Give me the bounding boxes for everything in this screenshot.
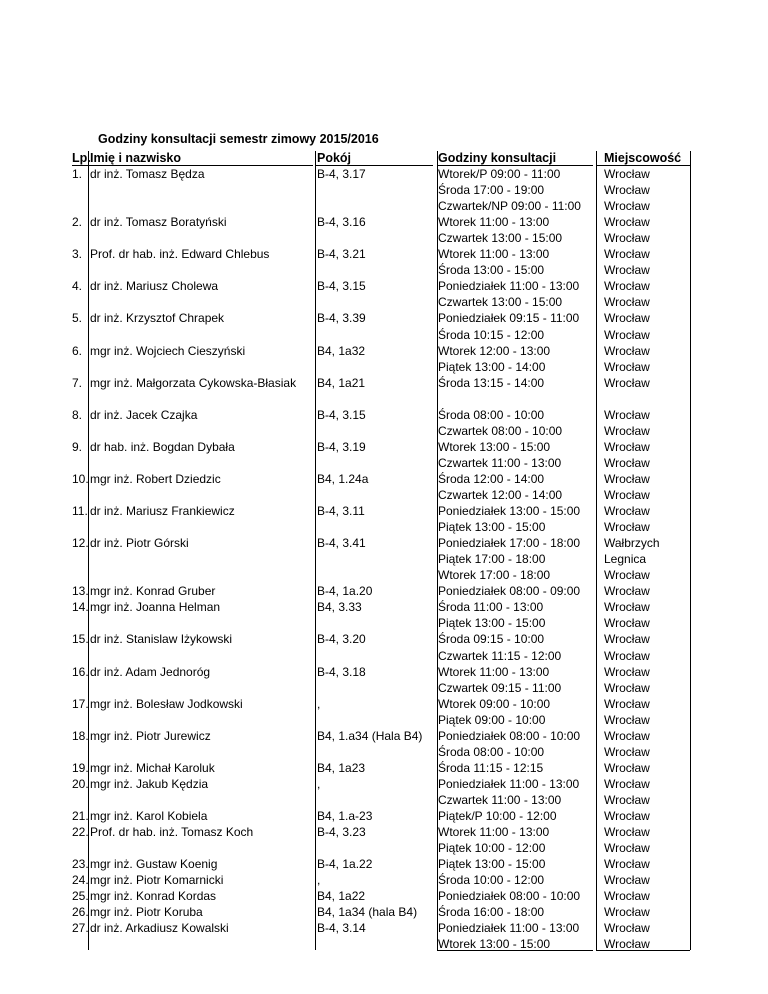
row-number: 18.	[72, 728, 89, 743]
row-number: 25.	[72, 889, 89, 904]
city: Wrocław	[604, 167, 650, 181]
room-number: B4, 3.33	[317, 600, 362, 615]
consultation-hours: Poniedziałek 17:00 - 18:00	[438, 536, 581, 551]
city: Wrocław	[604, 648, 650, 663]
row-number: 10.	[72, 471, 89, 486]
person-name: mgr inż. Piotr Komarnicki	[90, 873, 224, 888]
row-number: 11.	[72, 504, 88, 519]
room-number: B-4, 3.20	[317, 632, 366, 647]
room-number: B-4, 3.14	[317, 921, 366, 936]
city: Wrocław	[604, 600, 650, 615]
consultation-hours: Wtorek 12:00 - 13:00	[438, 343, 551, 358]
city: Wrocław	[604, 568, 650, 583]
room-number: B4, 1a21	[317, 375, 366, 390]
header-underline	[88, 165, 313, 166]
consultation-hours: Czwartek 11:00 - 13:00	[438, 792, 562, 807]
row-number: 26.	[72, 905, 89, 920]
person-name: mgr inż. Wojciech Cieszyński	[90, 343, 246, 358]
consultation-hours: Środa 08:00 - 10:00	[438, 407, 545, 422]
room-number: B-4, 3.18	[317, 664, 366, 679]
consultation-hours: Poniedziałek 08:00 - 09:00	[438, 584, 581, 599]
column-divider	[690, 151, 691, 950]
room-number: B-4, 3.21	[317, 247, 366, 262]
consultation-hours: Środa 09:15 - 10:00	[438, 632, 545, 647]
city: Wrocław	[604, 423, 650, 438]
city: Wrocław	[604, 905, 650, 920]
city: Wrocław	[604, 407, 650, 422]
consultation-hours: Środa 17:00 - 19:00	[438, 183, 545, 198]
consultation-hours: Środa 11:15 - 12:15	[438, 760, 544, 775]
document-title: Godziny konsultacji semestr zimowy 2015/2016	[98, 132, 379, 146]
room-number: B-4, 3.41	[317, 536, 366, 551]
person-name: mgr inż. Konrad Gruber	[90, 584, 216, 599]
city: Wrocław	[604, 279, 650, 294]
room-number: B-4, 1a.20	[317, 584, 373, 599]
room-number: ,	[317, 873, 321, 888]
consultation-hours: Piątek 13:00 - 15:00	[438, 520, 546, 535]
room-number: B4, 1.a-23	[317, 809, 373, 823]
header-underline	[437, 165, 593, 166]
consultation-hours: Poniedziałek 09:15 - 11:00	[438, 311, 580, 326]
consultation-hours: Czwartek 11:15 - 12:00	[438, 648, 562, 663]
consultation-hours: Czwartek/NP 09:00 - 11:00	[438, 199, 581, 214]
person-name: mgr inż. Gustaw Koenig	[90, 857, 218, 872]
consultation-hours: Środa 11:00 - 13:00	[438, 600, 544, 615]
room-number: ,	[317, 776, 321, 791]
row-number: 19.	[72, 760, 89, 775]
city: Wrocław	[604, 263, 650, 278]
person-name: dr inż. Adam Jednoróg	[90, 664, 211, 679]
person-name: mgr inż. Bolesław Jodkowski	[90, 696, 243, 711]
consultation-hours: Wtorek 11:00 - 13:00	[438, 215, 550, 230]
person-name: mgr inż. Jakub Kędzia	[90, 776, 209, 791]
consultation-hours: Piątek 09:00 - 10:00	[438, 712, 546, 727]
person-name: dr hab. inż. Bogdan Dybała	[90, 439, 235, 454]
city: Wrocław	[604, 841, 650, 856]
consultation-hours: Środa 16:00 - 18:00	[438, 905, 545, 920]
city: Legnica	[604, 552, 647, 567]
city: Wrocław	[604, 504, 650, 519]
row-number: 20.	[72, 776, 89, 791]
person-name: mgr inż. Joanna Helman	[90, 600, 221, 615]
city: Wrocław	[604, 809, 650, 823]
city: Wrocław	[604, 873, 650, 888]
room-number: B4, 1.a34 (Hala B4)	[317, 728, 423, 743]
row-number: 17.	[72, 696, 89, 711]
room-number: B4, 1a32	[317, 343, 366, 358]
consultation-hours: Poniedziałek 11:00 - 13:00	[438, 279, 580, 294]
city: Wrocław	[604, 439, 650, 454]
consultation-hours: Środa 13:15 - 14:00	[438, 375, 545, 390]
row-number: 23.	[72, 857, 89, 872]
person-name: dr inż. Arkadiusz Kowalski	[90, 921, 229, 936]
column-divider	[596, 151, 597, 950]
room-number: ,	[317, 696, 321, 711]
consultation-hours: Wtorek 13:00 - 15:00	[438, 439, 551, 454]
city: Wrocław	[604, 231, 650, 246]
consultation-hours: Piątek/P 10:00 - 12:00	[438, 809, 557, 823]
city: Wrocław	[604, 744, 650, 759]
room-number: B-4, 3.23	[317, 825, 366, 840]
city: Wałbrzych	[604, 536, 660, 551]
person-name: mgr inż. Robert Dziedzic	[90, 471, 221, 486]
header-city: Miejscowość	[604, 151, 682, 165]
city: Wrocław	[604, 857, 650, 872]
consultation-hours: Czwartek 13:00 - 15:00	[438, 295, 563, 310]
consultation-hours: Piątek 10:00 - 12:00	[438, 841, 546, 856]
row-number: 3.	[72, 247, 83, 262]
city: Wrocław	[604, 359, 650, 374]
room-number: B-4, 3.39	[317, 311, 366, 326]
table-bottom-line	[437, 950, 593, 951]
consultation-hours: Wtorek/P 09:00 - 11:00	[438, 167, 561, 181]
city: Wrocław	[604, 712, 650, 727]
city: Wrocław	[604, 728, 650, 743]
city: Wrocław	[604, 199, 650, 214]
row-number: 12.	[72, 536, 89, 551]
city: Wrocław	[604, 889, 650, 904]
row-number: 15.	[72, 632, 89, 647]
consultation-hours: Czwartek 11:00 - 13:00	[438, 455, 562, 470]
city: Wrocław	[604, 343, 650, 358]
row-number: 4.	[72, 279, 83, 294]
room-number: B-4, 3.11	[317, 504, 365, 519]
header-underline	[72, 165, 88, 166]
room-number: B-4, 3.19	[317, 439, 366, 454]
person-name: dr inż. Tomasz Będza	[90, 167, 205, 181]
person-name: Prof. dr hab. inż. Tomasz Koch	[90, 825, 254, 840]
person-name: dr inż. Tomasz Boratyński	[90, 215, 227, 230]
consultation-hours: Wtorek 17:00 - 18:00	[438, 568, 551, 583]
room-number: B-4, 1a.22	[317, 857, 373, 872]
consultation-hours: Piątek 17:00 - 18:00	[438, 552, 546, 567]
consultation-hours: Środa 08:00 - 10:00	[438, 744, 545, 759]
consultation-hours: Wtorek 11:00 - 13:00	[438, 664, 550, 679]
city: Wrocław	[604, 455, 650, 470]
row-number: 16.	[72, 664, 89, 679]
header-lp: Lp.	[72, 151, 91, 165]
city: Wrocław	[604, 632, 650, 647]
row-number: 5.	[72, 311, 83, 326]
city: Wrocław	[604, 937, 650, 952]
room-number: B-4, 3.17	[317, 167, 366, 181]
row-number: 24.	[72, 873, 89, 888]
person-name: dr inż. Jacek Czajka	[90, 407, 198, 422]
consultation-hours: Piątek 13:00 - 14:00	[438, 359, 546, 374]
consultation-hours: Poniedziałek 11:00 - 13:00	[438, 921, 580, 936]
column-divider	[437, 151, 438, 950]
city: Wrocław	[604, 776, 650, 791]
row-number: 22.	[72, 825, 89, 840]
city: Wrocław	[604, 664, 650, 679]
consultation-hours: Wtorek 11:00 - 13:00	[438, 247, 550, 262]
person-name: mgr inż. Michał Karoluk	[90, 760, 215, 775]
city: Wrocław	[604, 584, 650, 599]
person-name: mgr inż. Karol Kobiela	[90, 809, 208, 823]
person-name: dr inż. Mariusz Frankiewicz	[90, 504, 235, 519]
person-name: dr inż. Mariusz Cholewa	[90, 279, 219, 294]
table-bottom-line	[596, 950, 690, 951]
row-number: 2.	[72, 215, 83, 230]
person-name: mgr inż. Piotr Jurewicz	[90, 728, 211, 743]
row-number: 9.	[72, 439, 83, 454]
person-name: dr inż. Stanislaw Iżykowski	[90, 632, 233, 647]
consultation-hours: Piątek 13:00 - 15:00	[438, 857, 546, 872]
room-number: B4, 1.24a	[317, 471, 369, 486]
city: Wrocław	[604, 760, 650, 775]
row-number: 14.	[72, 600, 89, 615]
consultation-hours: Czwartek 09:15 - 11:00	[438, 680, 562, 695]
consultation-hours: Wtorek 13:00 - 15:00	[438, 937, 551, 952]
city: Wrocław	[604, 311, 650, 326]
city: Wrocław	[604, 792, 650, 807]
column-divider	[88, 151, 89, 950]
row-number: 6.	[72, 343, 83, 358]
city: Wrocław	[604, 375, 650, 390]
room-number: B-4, 3.16	[317, 215, 366, 230]
person-name: mgr inż. Konrad Kordas	[90, 889, 217, 904]
consultation-hours: Środa 10:15 - 12:00	[438, 327, 545, 342]
row-number: 27.	[72, 921, 89, 936]
consultation-hours: Poniedziałek 08:00 - 10:00	[438, 889, 581, 904]
header-name: Imię i nazwisko	[90, 151, 182, 165]
consultation-hours: Poniedziałek 11:00 - 13:00	[438, 776, 580, 791]
city: Wrocław	[604, 680, 650, 695]
city: Wrocław	[604, 183, 650, 198]
consultation-hours: Czwartek 12:00 - 14:00	[438, 488, 563, 502]
row-number: 7.	[72, 375, 83, 390]
row-number: 21.	[72, 809, 89, 823]
city: Wrocław	[604, 696, 650, 711]
city: Wrocław	[604, 215, 650, 230]
column-divider	[315, 151, 316, 950]
consultation-hours: Wtorek 09:00 - 10:00	[438, 696, 551, 711]
person-name: dr inż. Piotr Górski	[90, 536, 189, 551]
consultation-hours: Piątek 13:00 - 15:00	[438, 616, 546, 631]
room-number: B-4, 3.15	[317, 279, 366, 294]
room-number: B4, 1a22	[317, 889, 366, 904]
header-underline	[596, 165, 690, 166]
city: Wrocław	[604, 616, 650, 631]
city: Wrocław	[604, 295, 650, 310]
city: Wrocław	[604, 520, 650, 535]
header-underline	[315, 165, 433, 166]
city: Wrocław	[604, 247, 650, 262]
consultation-hours: Czwartek 08:00 - 10:00	[438, 423, 563, 438]
room-number: B4, 1a23	[317, 760, 366, 775]
consultation-hours: Wtorek 11:00 - 13:00	[438, 825, 550, 840]
person-name: mgr inż. Piotr Koruba	[90, 905, 203, 920]
city: Wrocław	[604, 327, 650, 342]
consultation-hours: Czwartek 13:00 - 15:00	[438, 231, 563, 246]
consultation-hours: Środa 12:00 - 14:00	[438, 471, 545, 486]
consultation-hours: Środa 13:00 - 15:00	[438, 263, 545, 278]
row-number: 13.	[72, 584, 89, 599]
consultation-hours: Środa 10:00 - 12:00	[438, 873, 545, 888]
consultation-hours: Poniedziałek 13:00 - 15:00	[438, 504, 581, 519]
person-name: dr inż. Krzysztof Chrapek	[90, 311, 225, 326]
row-number: 1.	[72, 167, 83, 181]
row-number: 8.	[72, 407, 83, 422]
room-number: B4, 1a34 (hala B4)	[317, 905, 418, 920]
person-name: Prof. dr hab. inż. Edward Chlebus	[90, 247, 270, 262]
header-room: Pokój	[317, 151, 352, 165]
city: Wrocław	[604, 471, 650, 486]
city: Wrocław	[604, 488, 650, 502]
person-name: mgr inż. Małgorzata Cykowska-Błasiak	[90, 375, 297, 390]
city: Wrocław	[604, 825, 650, 840]
header-hours: Godziny konsultacji	[438, 151, 557, 165]
city: Wrocław	[604, 921, 650, 936]
consultation-hours: Poniedziałek 08:00 - 10:00	[438, 728, 581, 743]
room-number: B-4, 3.15	[317, 407, 366, 422]
